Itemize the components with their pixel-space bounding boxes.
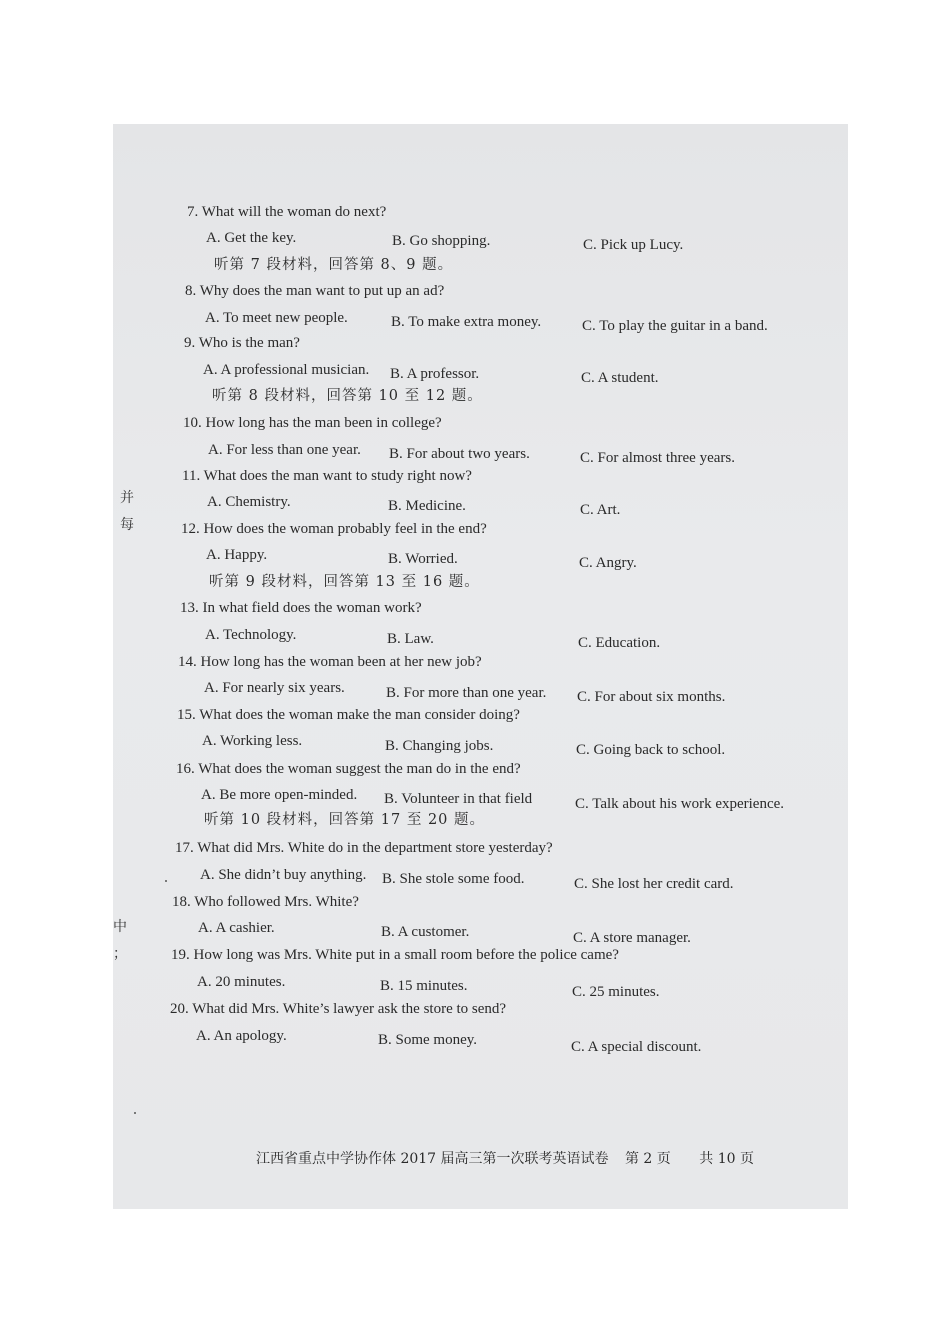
option-a: A. Chemistry.: [207, 494, 291, 510]
option-c: C. Art.: [580, 502, 621, 518]
footer-total: 共 10 页: [699, 1151, 754, 1167]
option-b: B. Some money.: [378, 1032, 478, 1048]
question-9: 9. Who is the man?: [184, 335, 300, 351]
option-a: A. Happy.: [206, 547, 268, 563]
option-a: A. For nearly six years.: [204, 680, 345, 696]
question-11: 11. What does the man want to study right now?: [182, 468, 472, 484]
scan-speck: [165, 880, 167, 882]
option-c: C. Pick up Lucy.: [583, 237, 684, 253]
option-c: C. Education.: [578, 635, 661, 651]
option-b: B. To make extra money.: [391, 314, 542, 330]
option-a: A. Working less.: [202, 733, 303, 749]
option-b: B. For about two years.: [389, 446, 530, 462]
option-c: C. To play the guitar in a band.: [582, 318, 768, 334]
question-13: 13. In what field does the woman work?: [180, 600, 422, 616]
option-c: C. She lost her credit card.: [574, 876, 734, 892]
option-a: A. A cashier.: [198, 920, 275, 936]
section-instruction: 听第 8 段材料，回答第 10 至 12 题。: [212, 388, 483, 404]
option-c: C. 25 minutes.: [572, 984, 660, 1000]
option-a: A. An apology.: [196, 1028, 287, 1044]
margin-char: ；: [113, 946, 127, 962]
margin-char: 中: [113, 919, 127, 935]
option-a: A. A professional musician.: [203, 362, 370, 378]
page-footer: [256, 1148, 758, 1168]
option-b: B. Medicine.: [388, 498, 466, 514]
question-17: 17. What did Mrs. White do in the department store yesterday?: [175, 840, 553, 856]
option-c: C. A special discount.: [571, 1039, 702, 1055]
option-b: B. Worried.: [388, 551, 458, 567]
margin-char: 并: [120, 490, 134, 506]
option-b: B. Law.: [387, 631, 434, 647]
question-15: 15. What does the woman make the man consider doing?: [177, 707, 520, 723]
option-c: C. Talk about his work experience.: [575, 796, 785, 812]
option-a: A. For less than one year.: [208, 442, 361, 458]
scan-speck: [134, 1112, 136, 1114]
option-c: C. For almost three years.: [580, 450, 735, 466]
option-b: B. Changing jobs.: [385, 738, 494, 754]
option-a: A. Be more open-minded.: [201, 787, 358, 803]
question-12: 12. How does the woman probably feel in the end?: [181, 521, 487, 537]
option-b: B. A customer.: [381, 924, 470, 940]
footer-title: 江西省重点中学协作体 2017 届高三第一次联考英语试卷: [256, 1151, 609, 1167]
question-14: 14. How long has the woman been at her new job?: [178, 654, 482, 670]
option-c: C. A student.: [581, 370, 659, 386]
question-18: 18. Who followed Mrs. White?: [172, 894, 359, 910]
option-a: A. Technology.: [205, 627, 297, 643]
question-20: 20. What did Mrs. White’s lawyer ask the store to send?: [170, 1001, 507, 1017]
option-b: B. She stole some food.: [382, 871, 525, 887]
option-b: B. Go shopping.: [392, 233, 491, 249]
margin-char: 每: [120, 517, 134, 533]
footer-page: 第 2 页: [624, 1151, 671, 1167]
option-c: C. For about six months.: [577, 689, 726, 705]
option-a: A. She didn’t buy anything.: [200, 867, 367, 883]
option-c: C. Going back to school.: [576, 742, 726, 758]
section-instruction: 听第 10 段材料，回答第 17 至 20 题。: [204, 812, 486, 828]
option-c: C. A store manager.: [573, 930, 691, 946]
option-b: B. Volunteer in that field: [384, 791, 533, 807]
question-16: 16. What does the woman suggest the man do in the end?: [176, 761, 521, 777]
section-instruction: 听第 7 段材料，回答第 8、9 题。: [214, 257, 454, 273]
option-a: A. Get the key.: [206, 230, 297, 246]
section-instruction: 听第 9 段材料，回答第 13 至 16 题。: [209, 574, 480, 590]
option-b: B. 15 minutes.: [380, 978, 468, 994]
question-7: 7. What will the woman do next?: [187, 204, 387, 220]
option-b: B. A professor.: [390, 366, 480, 382]
question-19: 19. How long was Mrs. White put in a small room before the police came?: [171, 947, 619, 963]
question-8: 8. Why does the man want to put up an ad?: [185, 283, 445, 299]
question-10: 10. How long has the man been in college?: [183, 415, 442, 431]
option-a: A. To meet new people.: [205, 310, 348, 326]
option-a: A. 20 minutes.: [197, 974, 286, 990]
option-c: C. Angry.: [579, 555, 637, 571]
option-b: B. For more than one year.: [386, 685, 547, 701]
